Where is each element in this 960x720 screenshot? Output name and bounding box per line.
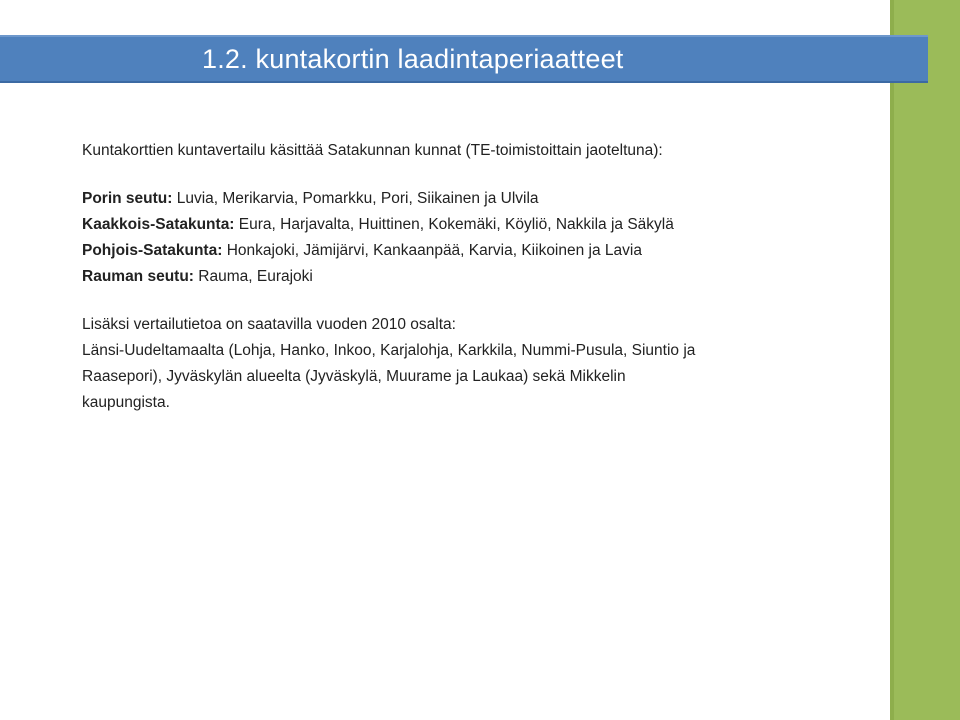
region-line-pohjois-satakunta bbox=[82, 238, 882, 264]
title-banner bbox=[0, 35, 928, 83]
additional-text-line-3: kaupungista. bbox=[82, 394, 170, 411]
region-municipalities: Honkajoki, Jämijärvi, Kankaanpää, Karvia, Kiikoinen ja Lavia bbox=[222, 242, 642, 259]
slide-body bbox=[82, 138, 882, 416]
region-label: Pohjois-Satakunta: bbox=[82, 242, 223, 259]
page-title: 1.2. kuntakortin laadintaperiaatteet bbox=[202, 44, 624, 74]
additional-text-line-1: Länsi-Uudeltamaalta (Lohja, Hanko, Inkoo, Karjalohja, Karkkila, Nummi-Pusula, Siuntio ja bbox=[82, 342, 696, 359]
region-municipalities: Rauma, Eurajoki bbox=[193, 268, 313, 285]
region-municipalities: Luvia, Merikarvia, Pomarkku, Pori, Siikainen ja Ulvila bbox=[172, 190, 539, 207]
region-line-rauman-seutu bbox=[82, 264, 882, 290]
region-label: Kaakkois-Satakunta: bbox=[82, 216, 235, 233]
region-line-kaakkois-satakunta bbox=[82, 212, 882, 238]
intro-text: Kuntakorttien kuntavertailu käsittää Satakunnan kunnat (TE-toimistoittain jaoteltuna): bbox=[82, 142, 663, 159]
side-accent-bar bbox=[890, 0, 960, 720]
side-accent-edge bbox=[890, 0, 894, 720]
region-label: Rauman seutu: bbox=[82, 268, 194, 285]
region-municipalities: Eura, Harjavalta, Huittinen, Kokemäki, Köyliö, Nakkila ja Säkylä bbox=[234, 216, 674, 233]
region-label: Porin seutu: bbox=[82, 190, 173, 207]
paragraph-spacer bbox=[82, 290, 882, 312]
additional-heading: Lisäksi vertailutietoa on saatavilla vuoden 2010 osalta: bbox=[82, 316, 456, 333]
additional-text-line-2: Raasepori), Jyväskylän alueelta (Jyväskylä, Muurame ja Laukaa) sekä Mikkelin bbox=[82, 368, 626, 385]
region-line-porin-seutu bbox=[82, 186, 882, 212]
